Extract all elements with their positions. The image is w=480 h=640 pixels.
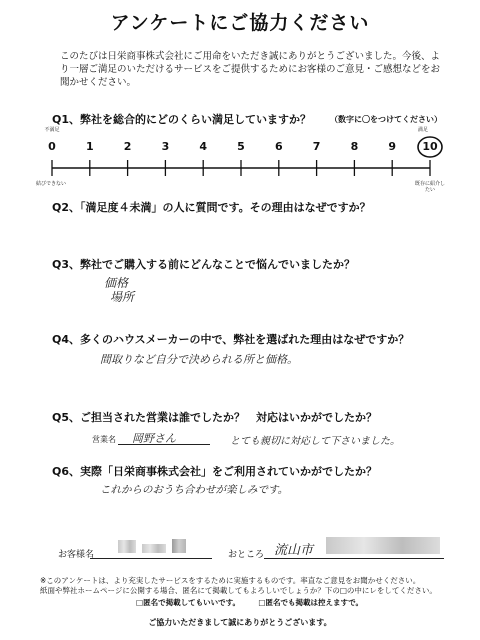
scale-number[interactable]: 3 xyxy=(161,140,170,153)
staff-label: 営業名 xyxy=(92,435,116,444)
publish-option-decline[interactable]: □匿名でも掲載は控えますで。 xyxy=(258,598,364,607)
scale-max-label-top: 満足 xyxy=(417,127,428,133)
scale-number[interactable]: 2 xyxy=(123,140,132,153)
redacted-address xyxy=(326,537,440,554)
footnote-line-2: 紙面や弊社ホームページに公開する場合、匿名にて掲載してもよろしいでしょうか？下の□の中にレをしてください。 xyxy=(40,586,437,595)
q1-note: （数字に〇をつけてください） xyxy=(330,115,442,124)
scale-min-label-bottom: 結びできない xyxy=(36,181,67,187)
address-value: 流山市 xyxy=(274,543,314,558)
selected-score-circle xyxy=(418,137,442,157)
scale-number[interactable]: 1 xyxy=(85,140,94,153)
redacted-name-part-3 xyxy=(172,539,186,553)
scale-min-label-top: 不満足 xyxy=(44,127,60,133)
staff-name: 岡野さん xyxy=(132,432,176,445)
scale-max-label-bottom: 既存に紹介したい xyxy=(414,181,445,193)
scale-number[interactable]: 7 xyxy=(312,140,321,153)
q4-question: Q4、多くのハウスメーカーの中で、弊社を選ばれた理由はなぜですか？ xyxy=(52,333,410,346)
footnote-line-1: ※このアンケートは、より充実したサービスをするために実施するものです。率直なご意見をお聞かせください。 xyxy=(40,576,421,585)
footnote xyxy=(40,576,450,608)
intro-text: このたびは日栄商事株式会社にご用命をいただき誠にありがとうございました。今後、より一層ご満足のいただけるサービスをご提供するためにお客様のご意見・ご感想などをお聞かせください。 xyxy=(60,51,441,88)
scale-number[interactable]: 4 xyxy=(199,140,208,153)
scale-number[interactable]: 8 xyxy=(350,140,359,153)
q5-answer: とても親切に対応して下さいました。 xyxy=(230,436,400,447)
satisfaction-scale xyxy=(0,130,480,190)
scale-number[interactable]: 10 xyxy=(422,140,438,153)
publish-option-anonymous[interactable]: □匿名で掲載してもいいです。 xyxy=(136,598,240,607)
scale-number[interactable]: 6 xyxy=(274,140,283,153)
address-label: おところ xyxy=(228,550,265,560)
q5-question: Q5、ご担当された営業は誰でしたか？ 対応はいかがでしたか？ xyxy=(52,411,378,424)
q2-question: Q2、「満足度４未満」の人に質問です。その理由はなぜですか？ xyxy=(52,201,371,214)
q3-answer-line-2: 場所 xyxy=(110,290,135,304)
customer-name-label: お客様名 xyxy=(58,550,95,560)
q6-question: Q6、実際「日栄商事株式会社」をご利用されていかがでしたか？ xyxy=(52,465,378,478)
scale-number[interactable]: 9 xyxy=(388,140,397,153)
page-title: アンケートにご協力ください xyxy=(110,12,370,34)
q3-question: Q3、弊社でご購入する前にどんなことで悩んでいましたか？ xyxy=(52,258,356,271)
redacted-name-part-1 xyxy=(118,540,136,553)
scale-number[interactable]: 0 xyxy=(48,140,56,153)
q1-question: Q1、弊社を総合的にどのくらい満足していますか？ xyxy=(52,113,312,126)
scale-number[interactable]: 5 xyxy=(237,140,245,153)
q6-answer: これからのおうち合わせが楽しみです。 xyxy=(100,484,289,496)
q3-answer-line-1: 価格 xyxy=(104,276,129,290)
q4-answer: 間取りなど自分で決められる所と価格。 xyxy=(100,353,298,366)
thanks-message: ご協力いただきまして誠にありがとうございます。 xyxy=(148,618,332,627)
redacted-name-part-2 xyxy=(142,544,166,553)
